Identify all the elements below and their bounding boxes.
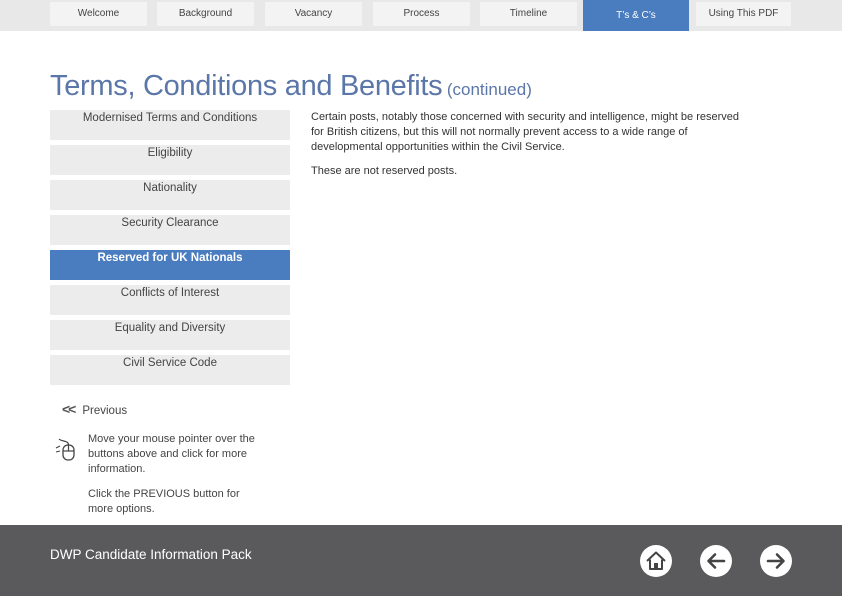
forward-button[interactable] <box>760 545 792 577</box>
footer-title: DWP Candidate Information Pack <box>50 547 252 562</box>
mouse-icon <box>54 436 78 462</box>
menu-item-eligibility[interactable]: Eligibility <box>50 145 290 176</box>
previous-button[interactable] <box>62 401 127 417</box>
menu-item-modernised-terms[interactable]: Modernised Terms and Conditions <box>50 110 290 141</box>
menu-item-equality-diversity[interactable]: Equality and Diversity <box>50 320 290 351</box>
footer-bar <box>0 525 842 596</box>
menu-item-nationality[interactable]: Nationality <box>50 180 290 211</box>
mouse-hint-text: Move your mouse pointer over the buttons above and click for more information. <box>88 433 255 475</box>
home-button[interactable] <box>640 545 672 577</box>
tab-process[interactable]: Process <box>373 2 470 26</box>
top-navigation <box>0 0 842 31</box>
previous-label: Previous <box>82 405 128 417</box>
menu-item-reserved-uk-nationals[interactable]: Reserved for UK Nationals <box>50 250 290 281</box>
double-chevron-left-icon: << <box>62 401 75 417</box>
tab-using-this-pdf[interactable]: Using This PDF <box>696 2 791 26</box>
menu-item-security-clearance[interactable]: Security Clearance <box>50 215 290 246</box>
arrow-left-icon <box>700 545 732 577</box>
tab-welcome[interactable]: Welcome <box>50 2 147 26</box>
tab-timeline[interactable]: Timeline <box>480 2 577 26</box>
content-paragraph: Certain posts, notably those concerned with security and intelligence, might be reserved for British citizens, but this will not normally prevent access to a wide range of developmental opportunities within the Civil Service. <box>311 111 740 153</box>
page-title <box>50 70 532 103</box>
tab-background[interactable]: Background <box>157 2 254 26</box>
page-title-subtitle: (continued) <box>446 80 532 99</box>
tab-vacancy[interactable]: Vacancy <box>265 2 362 26</box>
previous-hint-text: Click the PREVIOUS button for more options. <box>88 488 240 515</box>
page-title-text: Terms, Conditions and Benefits <box>50 70 443 102</box>
tab-ts-and-cs[interactable]: T’s & C’s <box>583 0 689 31</box>
menu-item-civil-service-code[interactable]: Civil Service Code <box>50 355 290 386</box>
back-button[interactable] <box>700 545 732 577</box>
content-paragraph: These are not reserved posts. <box>311 165 458 177</box>
menu-item-conflicts-of-interest[interactable]: Conflicts of Interest <box>50 285 290 316</box>
home-icon <box>640 545 672 577</box>
arrow-right-icon <box>760 545 792 577</box>
